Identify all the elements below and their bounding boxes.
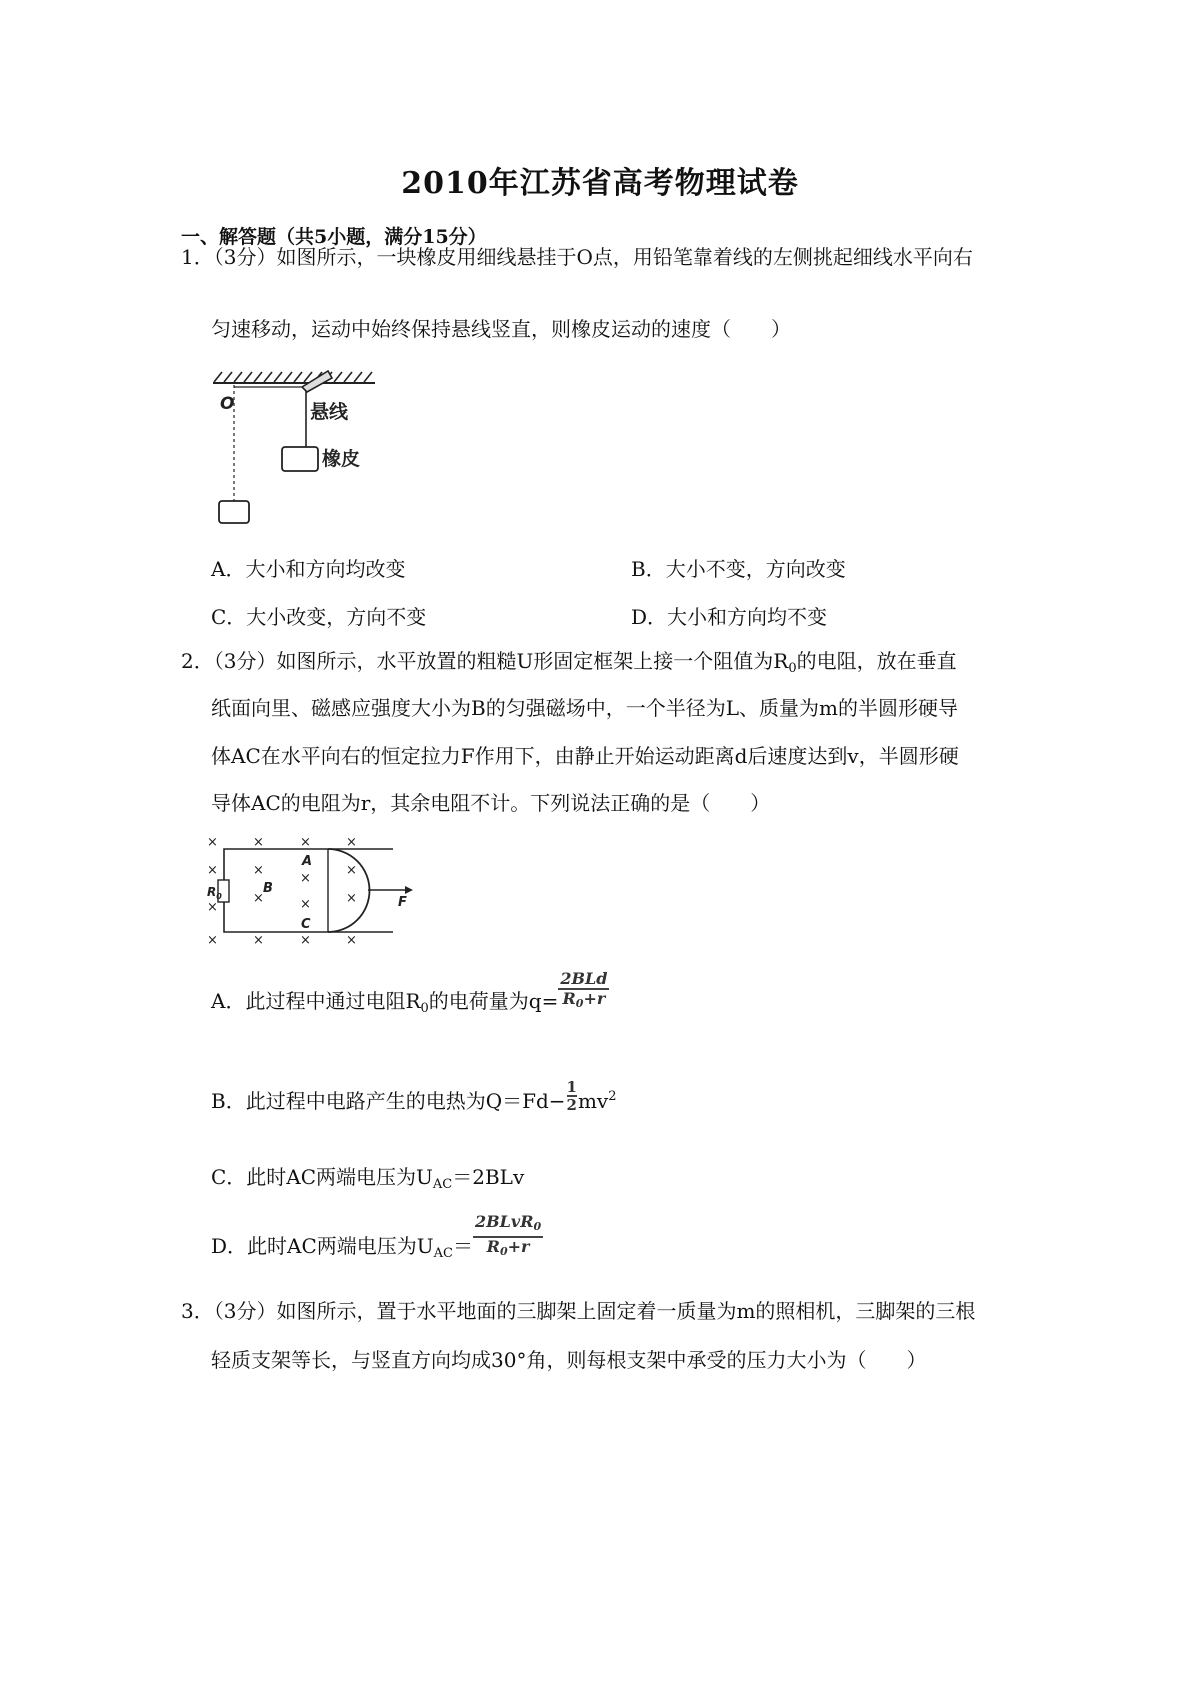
section-heading: 一、解答题（共5小题，满分15分） — [181, 226, 487, 248]
force-arrow-head — [405, 886, 413, 894]
q2-text-line-4: 导体AC的电阻为r，其余电阻不计。下列说法正确的是（ ） — [211, 791, 771, 815]
point-a-label: A — [302, 854, 313, 869]
point-o-label: O — [220, 394, 235, 414]
q1-text-line-1: 1．（3分）如图所示，一块橡皮用细线悬挂于O点，用铅笔靠着线的左侧挑起细线水平向右 — [181, 245, 973, 269]
pencil — [302, 371, 332, 392]
q2-option-a-fraction: $\frac{\text{2BLd}}{R_0+r}$ — [560, 969, 608, 1010]
svg-text:×: × — [346, 891, 357, 906]
q1-option-c[interactable]: C．大小改变，方向不变 — [211, 605, 427, 629]
q2-option-b[interactable]: B．此过程中电路产生的电热为Q＝Fd− $\frac{1}{2}$ $mv^2$ — [211, 1077, 617, 1114]
point-c-label: C — [301, 917, 311, 932]
svg-text:×: × — [207, 835, 218, 850]
q2-figure — [208, 836, 416, 946]
svg-text:×: × — [300, 933, 311, 948]
q1-option-d[interactable]: D．大小和方向均不变 — [631, 605, 828, 629]
q2-text-line-2: 纸面向里、磁感应强度大小为B的匀强磁场中，一个半径为L、质量为m的半圆形硬导 — [211, 696, 958, 720]
page-title: 2010年江苏省高考物理试卷 — [401, 166, 799, 201]
field-b-label: B — [263, 881, 273, 896]
svg-text:×: × — [346, 933, 357, 948]
q1-figure — [210, 365, 382, 530]
q2-option-c[interactable]: C．此时AC两端电压为$U_{AC}=2BLv$ — [211, 1165, 525, 1192]
svg-text:×: × — [253, 835, 264, 850]
ceiling-hatching — [214, 372, 372, 382]
q1-text-line-2: 匀速移动，运动中始终保持悬线竖直，则橡皮运动的速度（ ） — [211, 317, 791, 341]
svg-text:×: × — [300, 897, 311, 912]
q1-option-a[interactable]: A．大小和方向均改变 — [211, 557, 406, 581]
eraser-initial — [219, 501, 249, 523]
q2-option-b-fraction: $\frac{1}{2}$ — [566, 1077, 577, 1114]
svg-text:×: × — [253, 933, 264, 948]
q1-option-b[interactable]: B．大小不变，方向改变 — [631, 557, 846, 581]
q2-text-line-3: 体AC在水平向右的恒定拉力F作用下，由静止开始运动距离d后速度达到v，半圆形硬 — [211, 744, 959, 768]
label-eraser: 橡皮 — [322, 448, 361, 470]
eraser — [282, 447, 318, 471]
force-f-label: F — [398, 895, 407, 910]
q2-option-a[interactable]: A．此过程中通过电阻$R_0$的电荷量为q= $\frac{\text{2BLd}}{R_0+r}$ — [211, 969, 608, 1016]
q3-text-line-1: 3．（3分）如图所示，置于水平地面的三脚架上固定着一质量为m的照相机，三脚架的三根 — [181, 1299, 976, 1323]
label-thread: 悬线 — [310, 401, 349, 423]
q3-text-line-2: 轻质支架等长，与竖直方向均成30°角，则每根支架中承受的压力大小为（ ） — [211, 1348, 927, 1372]
svg-text:×: × — [253, 891, 264, 906]
svg-text:×: × — [346, 835, 357, 850]
svg-text:×: × — [207, 863, 218, 878]
svg-text:×: × — [300, 871, 311, 886]
q2-option-d[interactable]: D．此时AC两端电压为$U_{AC}=$ $\frac{2BLvR_0}{R_0+r}$ — [211, 1211, 542, 1261]
svg-text:×: × — [207, 900, 218, 915]
svg-text:×: × — [253, 863, 264, 878]
r0-label: $R_0$ — [207, 885, 222, 901]
q2-text-line-1: 2．（3分）如图所示，水平放置的粗糙U形固定框架上接一个阻值为$R_0$的电阻，放在垂直 — [181, 649, 957, 676]
q2-option-d-fraction: $\frac{2BLvR_0}{R_0+r}$ — [474, 1211, 542, 1258]
svg-text:×: × — [207, 933, 218, 948]
svg-text:×: × — [346, 863, 357, 878]
svg-text:×: × — [300, 835, 311, 850]
